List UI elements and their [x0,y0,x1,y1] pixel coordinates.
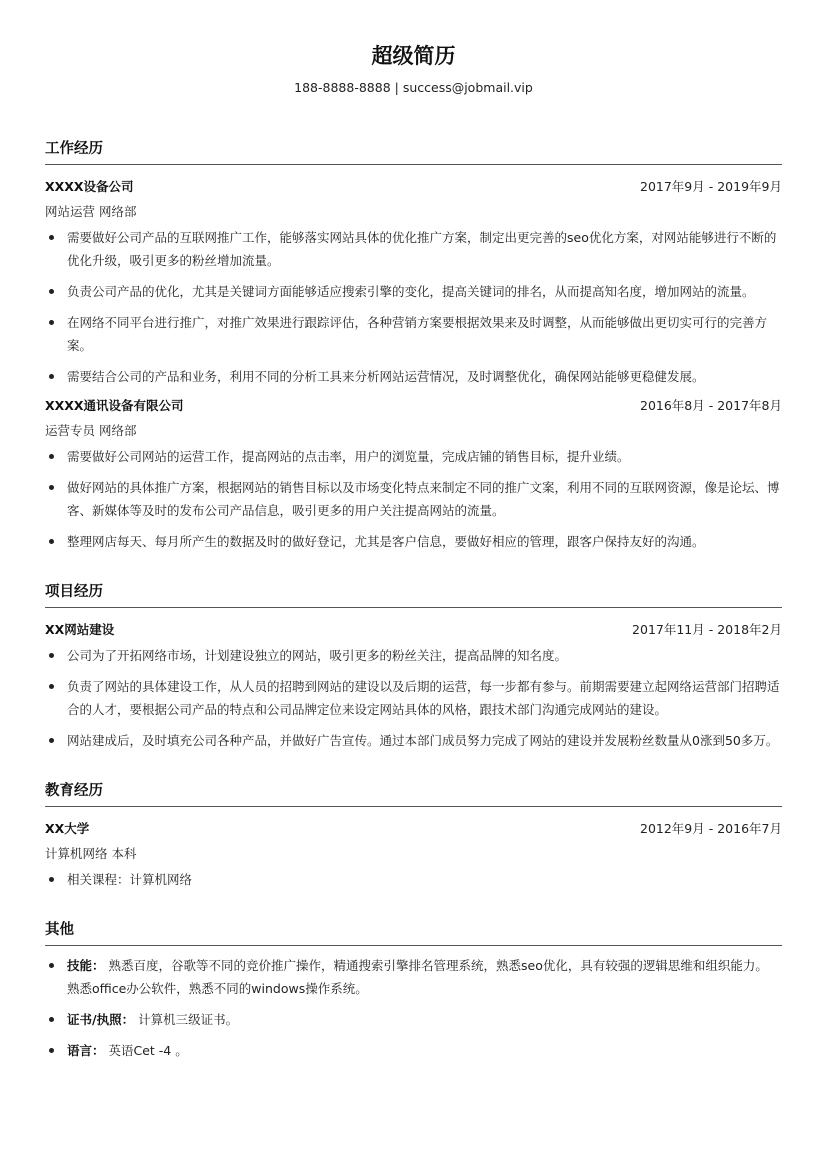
skills-label: 技能： [67,958,105,973]
skills-text: 熟悉百度，谷歌等不同的竞价推广操作，精通搜索引擎排名管理系统，熟悉seo优化，具有较强的逻辑思维和组织能力。 熟悉office办公软件，熟悉不同的windows操作系统。 [67,958,768,996]
certificate-text: 计算机三级证书。 [138,1012,239,1027]
section-title-work: 工作经历 [45,139,782,165]
contact-info: 188-8888-8888 | success@jobmail.vip [294,80,533,95]
certificate-label: 证书/执照： [67,1012,135,1027]
bullet-item: 在网络不同平台进行推广，对推广效果进行跟踪评估，各种营销方案要根据效果来及时调整，从而能够做出更切实可行的完善方案。 [45,311,782,357]
work-bullets [45,226,782,388]
project-date: 2017年11月 - 2018年2月 [632,622,782,637]
bullet-item: 整理网店每天、每月所产生的数据及时的做好登记，尤其是客户信息，要做好相应的管理，跟客户保持友好的沟通。 [45,530,782,553]
bullet-item: 公司为了开拓网络市场，计划建设独立的网站，吸引更多的粉丝关注，提高品牌的知名度。 [45,644,782,667]
work-section [45,139,782,553]
projects-section [45,582,782,752]
work-date: 2017年9月 - 2019年9月 [640,179,782,194]
bullet-item: 需要做好公司网站的运营工作，提高网站的点击率，用户的浏览量，完成店铺的销售目标，提升业绩。 [45,445,782,468]
company-name: XXXX通讯设备有限公司 [45,398,184,413]
school-name: XX大学 [45,821,90,836]
education-section [45,781,782,891]
bullet-item: 网站建成后，及时填充公司各种产品，并做好广告宣传。通过本部门成员努力完成了网站的建设并发展粉丝数量从0涨到50多万。 [45,729,782,752]
job-role: 运营专员 网络部 [45,423,137,438]
certificate-item [45,1008,782,1031]
project-entry-header [45,620,782,640]
company-name: XXXX设备公司 [45,179,134,194]
project-name: XX网站建设 [45,622,115,637]
resume-title: 超级简历 [371,44,456,68]
section-title-education: 教育经历 [45,781,782,807]
skills-item [45,954,782,1000]
major-degree: 计算机网络 本科 [45,846,137,861]
work-entry-header [45,396,782,416]
bullet-item: 需要做好公司产品的互联网推广工作，能够落实网站具体的优化推广方案，制定出更完善的seo优化方案，对网站能够进行不断的优化升级，吸引更多的粉丝增加流量。 [45,226,782,272]
work-date: 2016年8月 - 2017年8月 [640,398,782,413]
education-bullets [45,868,782,891]
bullet-item: 需要结合公司的产品和业务，利用不同的分析工具来分析网站运营情况，及时调整优化，确保网站能够更稳健发展。 [45,365,782,388]
other-bullets [45,954,782,1062]
work-entry-header [45,177,782,197]
bullet-item: 相关课程：计算机网络 [45,868,782,891]
bullet-item: 负责公司产品的优化，尤其是关键词方面能够适应搜索引擎的变化，提高关键词的排名，从而提高知名度，增加网站的流量。 [45,280,782,303]
language-label: 语言： [67,1043,105,1058]
bullet-item: 负责了网站的具体建设工作，从人员的招聘到网站的建设以及后期的运营，每一步都有参与。前期需要建立起网络运营部门招聘适合的人才，要根据公司产品的特点和公司品牌定位来设定网站具体的风格，跟技术部门沟通完成网站的建设。 [45,675,782,721]
education-date: 2012年9月 - 2016年7月 [640,821,782,836]
section-title-other: 其他 [45,920,782,946]
section-title-projects: 项目经历 [45,582,782,608]
language-text: 英语Cet -4 。 [108,1043,188,1058]
work-bullets [45,445,782,553]
other-section [45,920,782,1062]
bullet-item: 做好网站的具体推广方案，根据网站的销售目标以及市场变化特点来制定不同的推广文案，利用不同的互联网资源，像是论坛、博客、新媒体等及时的发布公司产品信息，吸引更多的用户关注提高网站的流量。 [45,476,782,522]
education-entry-header [45,819,782,839]
project-bullets [45,644,782,752]
job-role: 网站运营 网络部 [45,204,137,219]
language-item [45,1039,782,1062]
